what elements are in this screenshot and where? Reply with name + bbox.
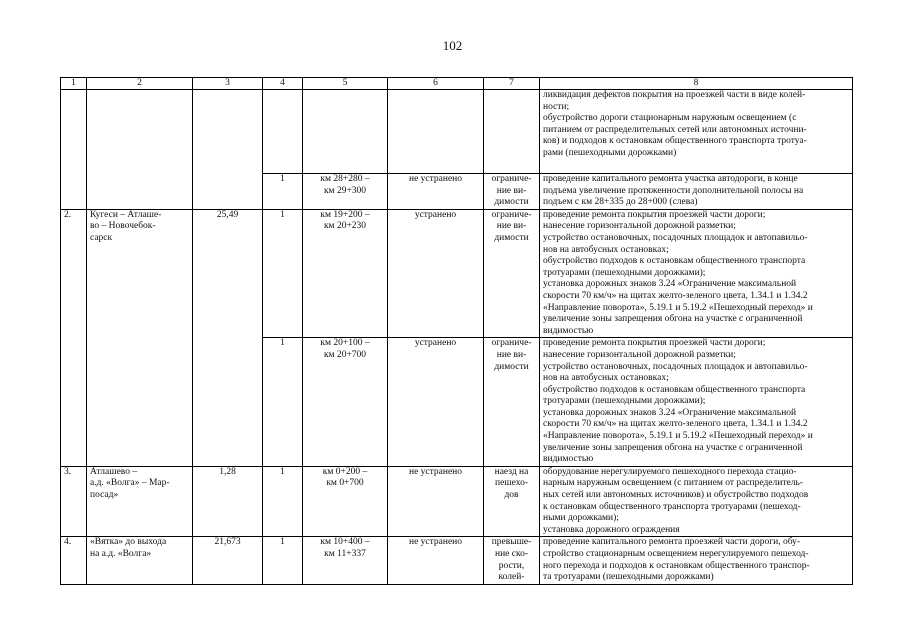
road-name: «Вятка» до выхода на а.д. «Волга» — [90, 537, 167, 559]
accident-factor: ограниче- ние ви- димости — [491, 338, 532, 372]
row-number-cell — [61, 209, 87, 466]
measure-line: ликвидация дефектов покрытия на проезжей части в виде колей- — [543, 90, 806, 100]
accident-factor-cell — [484, 338, 540, 467]
measure-line: устройство остановочных, посадочных площадок и автопавильо- — [543, 361, 808, 372]
accident-factor: наезд на пешехо- дов — [494, 466, 529, 501]
measures-cell — [540, 466, 853, 537]
measures-cell — [540, 174, 853, 210]
status-cell — [388, 466, 484, 537]
status: не устранено — [408, 537, 462, 548]
measure-line: ности; — [543, 101, 570, 112]
section-km-cell — [303, 338, 388, 467]
road-category: 1 — [280, 466, 285, 477]
table-body — [61, 90, 853, 585]
measure-line: тротуарами (пешеходными дорожками); — [543, 267, 706, 278]
measure-line: ного перехода и подходов к остановкам общественного транспор- — [543, 560, 810, 571]
road-length: 1,28 — [219, 466, 236, 477]
row-number-cell — [61, 90, 87, 210]
measure-line: питанием от распределительных сетей или автономных источни- — [543, 124, 807, 135]
status-cell — [388, 338, 484, 467]
road-category-cell — [263, 209, 303, 338]
measure-line: нанесение горизонтальной дорожной разметки; — [543, 221, 736, 232]
row-number: 3. — [64, 466, 72, 477]
status: устранено — [414, 338, 457, 349]
accident-factor-cell — [484, 466, 540, 537]
section-km-cell — [303, 466, 388, 537]
road-name: Атлашево – а.д. «Волга» – Мар- посад» — [90, 466, 170, 501]
measure-line: проведение капитального ремонта проезжей части дороги, обу- — [543, 537, 801, 548]
measure-line: скорости 70 км/ч» на щитах желто-зеленого цвета, 1.34.1 и 1.34.2 — [543, 290, 808, 301]
road-length-cell — [193, 466, 263, 537]
measure-line: увеличение зоны запрещения обгона на участке с ограниченной — [543, 442, 803, 453]
section-km: км 20+100 – км 20+700 — [320, 338, 370, 360]
road-length-cell — [193, 209, 263, 466]
measure-line: видимостью — [543, 454, 594, 465]
header-row — [61, 78, 853, 90]
road-category-cell — [263, 90, 303, 174]
section-km: км 28+280 – км 29+300 — [320, 174, 370, 196]
accident-factor-cell — [484, 90, 540, 174]
measure-line: подъема увеличение протяженности дополнительной полосы на — [543, 185, 804, 196]
measure-line: увеличение зоны запрещения обгона на участке с ограниченной — [543, 314, 803, 325]
measure-line: к остановкам общественного транспорта тротуарами (пешеход- — [543, 501, 801, 512]
section-km: км 19+200 – км 20+230 — [320, 209, 370, 232]
measure-line: рами (пешеходными дорожками) — [543, 147, 677, 158]
measure-line: ных сетей или автономных источников) и обустройство подходов — [543, 490, 809, 501]
section-km-cell — [303, 90, 388, 174]
header-col-3: 3 — [193, 78, 263, 90]
road-length-cell — [193, 537, 263, 584]
measure-line: проведение ремонта покрытия проезжей части дороги; — [543, 338, 766, 349]
measure-line: оборудование нерегулируемого пешеходного перехода стацио- — [543, 466, 797, 477]
header-col-4: 4 — [263, 78, 303, 90]
status: не устранено — [408, 174, 462, 184]
accident-factor: ограниче- ние ви- димости — [491, 174, 532, 208]
measure-line: скорости 70 км/ч» на щитах желто-зеленого цвета, 1.34.1 и 1.34.2 — [543, 419, 808, 430]
header-col-8: 8 — [540, 78, 853, 90]
road-category-cell — [263, 338, 303, 467]
road-category-cell — [263, 466, 303, 537]
road-name-cell — [87, 466, 193, 537]
measure-line: тротуарами (пешеходными дорожками); — [543, 396, 706, 407]
row-number-cell — [61, 466, 87, 537]
measure-line: ков) и подходов к остановкам общественного транспорта тротуа- — [543, 136, 807, 147]
road-category: 1 — [280, 209, 285, 220]
road-length-cell — [193, 90, 263, 210]
accident-factor: ограниче- ние ви- димости — [491, 209, 532, 243]
accident-factor-cell — [484, 209, 540, 338]
measure-line: ными дорожками); — [543, 513, 619, 524]
section-km: км 0+200 – км 0+700 — [322, 466, 368, 489]
header-col-7: 7 — [484, 78, 540, 90]
measure-line: видимостью — [543, 325, 594, 336]
road-category-cell — [263, 537, 303, 584]
road-name: Кугеси – Атлаше- во – Новочебок- сарск — [90, 209, 162, 243]
header-col-6: 6 — [388, 78, 484, 90]
accident-factor: превыше- ние ско- рости, колей- — [491, 537, 532, 583]
status-cell — [388, 537, 484, 584]
measure-line: установка дорожного ограждения — [543, 524, 680, 535]
table-row — [61, 466, 853, 537]
row-number-cell — [61, 537, 87, 584]
accident-factor-cell — [484, 537, 540, 584]
road-category: 1 — [280, 174, 285, 184]
road-category: 1 — [280, 537, 285, 548]
header-col-5: 5 — [303, 78, 388, 90]
table-row — [61, 209, 853, 338]
table-header — [61, 78, 853, 90]
section-km-cell — [303, 174, 388, 210]
section-km-cell — [303, 209, 388, 338]
measure-line: установка дорожных знаков 3.24 «Ограничение максимальной — [543, 407, 797, 418]
status-cell — [388, 174, 484, 210]
measure-line: нарным наружным освещением (с питанием от распределитель- — [543, 478, 803, 489]
row-number: 2. — [64, 209, 72, 220]
road-category: 1 — [280, 338, 285, 349]
page-number: 102 — [442, 38, 463, 53]
measures-cell — [540, 537, 853, 584]
measure-line: стройство стационарным освещением нерегулируемого пешеход- — [543, 549, 809, 559]
status: устранено — [414, 209, 457, 220]
header-col-2: 2 — [87, 78, 193, 90]
measure-line: обустройство подходов к остановкам общественного транспорта — [543, 384, 806, 395]
measure-line: обустройство подходов к остановкам общественного транспорта — [543, 256, 806, 267]
measure-line: «Направление поворота», 5.19.1 и 5.19.2 «Пешеходный переход» и — [543, 302, 813, 313]
road-safety-table — [60, 77, 853, 585]
status-cell — [388, 90, 484, 174]
table-row — [61, 537, 853, 584]
section-km-cell — [303, 537, 388, 584]
measure-line: установка дорожных знаков 3.24 «Ограничение максимальной — [543, 279, 797, 290]
status: не устранено — [408, 466, 462, 477]
road-name-cell — [87, 209, 193, 466]
status-cell — [388, 209, 484, 338]
measure-line: проведение капитального ремонта участка автодороги, в конце — [543, 174, 798, 184]
road-name-cell — [87, 537, 193, 584]
section-km: км 10+400 – км 11+337 — [320, 537, 370, 559]
measure-line: нанесение горизонтальной дорожной разметки; — [543, 349, 736, 360]
measure-line: обустройство дороги стационарным наружным освещением (с — [543, 113, 797, 124]
measure-line: устройство остановочных, посадочных площадок и автопавильо- — [543, 232, 808, 243]
header-col-1: 1 — [61, 78, 87, 90]
road-length: 25,49 — [216, 209, 239, 220]
accident-factor-cell — [484, 174, 540, 210]
measure-line: нов на автобусных остановках; — [543, 373, 669, 384]
measure-line: «Направление поворота», 5.19.1 и 5.19.2 «Пешеходный переход» и — [543, 431, 813, 442]
measures-cell — [540, 90, 853, 174]
measure-line: нов на автобусных остановках; — [543, 244, 669, 255]
measure-line: та тротуарами (пешеходными дорожками) — [543, 572, 714, 583]
measure-line: подъем с км 28+335 до 28+000 (слева) — [543, 197, 698, 208]
road-name-cell — [87, 90, 193, 210]
row-number: 4. — [64, 537, 72, 548]
measures-cell — [540, 209, 853, 338]
table-row — [61, 90, 853, 174]
measure-line: проведение ремонта покрытия проезжей части дороги; — [543, 209, 766, 220]
road-length: 21,673 — [214, 537, 241, 548]
road-category-cell — [263, 174, 303, 210]
measures-cell — [540, 338, 853, 467]
